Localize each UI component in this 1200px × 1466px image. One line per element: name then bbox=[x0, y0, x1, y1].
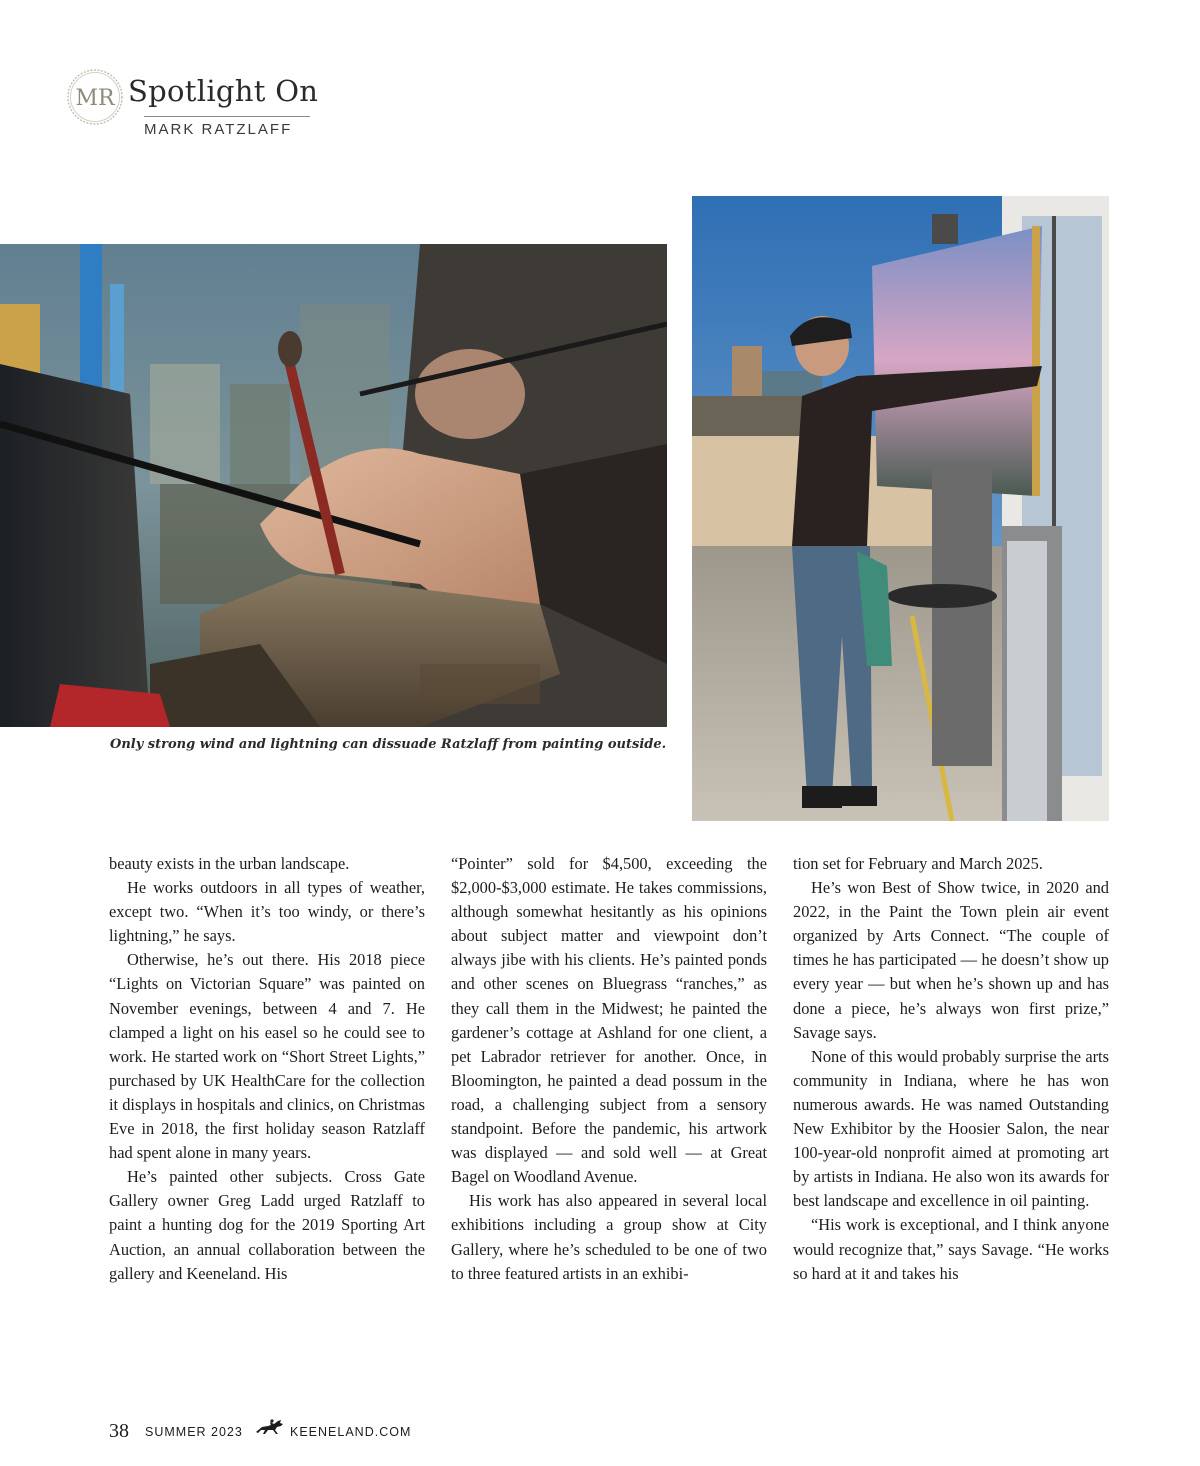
paragraph: “Pointer” sold for $4,500, exceeding the $2,000-$3,000 estimate. He takes commissions, although somewhat hesitantly as his opinions about subject matter and viewpoint don’t always jibe with his clients. He’s painted ponds and other scenes on Bluegrass “ranches,” as they call them in the Midwest; he painted the gardener’s cottage at Ashland for one client, a pet Labrador retriever for another. Once, in Bloomington, he painted a dead possum in the road, a challenging subject from a sensory standpoint. Before the pandemic, his artwork was displayed — and sold well — at Great Bagel on Woodland Avenue. bbox=[451, 854, 767, 1187]
paragraph: “His work is exceptional, and I think anyone would recognize that,” says Savage. “He works so hard at it and takes his bbox=[793, 1215, 1109, 1283]
paragraph: He’s won Best of Show twice, in 2020 and 2022, in the Paint the Town plein air event organized by Arts Connect. “The couple of times he has participated — he doesn’t show up every year — but when he’s shown up and has done a piece, he’s always won first prize,” Savage says. bbox=[793, 878, 1109, 1042]
photo-hands-painting bbox=[0, 244, 667, 727]
paragraph: He works outdoors in all types of weather, except two. “When it’s too windy, or there’s lightning,” he says. bbox=[109, 878, 425, 946]
page-footer bbox=[109, 1420, 529, 1466]
horse-jockey-icon bbox=[254, 1418, 286, 1436]
paragraph: Otherwise, he’s out there. His 2018 piece “Lights on Victorian Square” was painted on November evenings, between 4 and 7. He clamped a light on his easel so he could see to work. He started work on “Short Street Lights,” purchased by UK HealthCare for the collection it displays in hospitals and clinics, on Christmas Eve in 2018, the first holiday season Ratzlaff had spent alone in many years. bbox=[109, 950, 425, 1163]
photo-painter-rooftop bbox=[692, 196, 1109, 821]
paragraph: beauty exists in the urban landscape. bbox=[109, 854, 350, 873]
section-title: Spotlight On bbox=[128, 74, 319, 108]
photo-caption: Only strong wind and lightning can dissuade Ratzlaff from painting outside. bbox=[110, 737, 667, 752]
page-number: 38 bbox=[109, 1420, 129, 1442]
paragraph: None of this would probably surprise the arts community in Indiana, where he has won numerous awards. He was named Outstanding New Exhibitor by the Hoosier Salon, the near 100-year-old nonprofit aimed at promoting art by artists in Indiana. He also won its awards for best landscape and excellence in oil painting. bbox=[793, 1046, 1109, 1211]
article-column-2 bbox=[451, 852, 767, 1286]
website-link[interactable]: KEENELAND.COM bbox=[290, 1425, 412, 1439]
section-header bbox=[66, 68, 319, 148]
monogram-letters: MR bbox=[75, 86, 115, 111]
monogram-logo bbox=[66, 68, 124, 126]
article-column-1 bbox=[109, 852, 425, 1286]
header-divider bbox=[144, 116, 310, 117]
issue-season: SUMMER 2023 bbox=[145, 1425, 243, 1439]
section-subtitle: MARK RATZLAFF bbox=[144, 121, 293, 138]
article-column-3 bbox=[793, 852, 1109, 1286]
paragraph: He’s painted other subjects. Cross Gate Gallery owner Greg Ladd urged Ratzlaff to paint a hunting dog for the 2019 Sporting Art Auction, an annual collaboration between the gallery and Keeneland. His bbox=[109, 1167, 425, 1283]
paragraph: His work has also appeared in several local exhibitions including a group show at City Gallery, where he’s scheduled to be one of two to three featured artists in an exhibi- bbox=[451, 1191, 767, 1283]
paragraph: tion set for February and March 2025. bbox=[793, 854, 1043, 873]
